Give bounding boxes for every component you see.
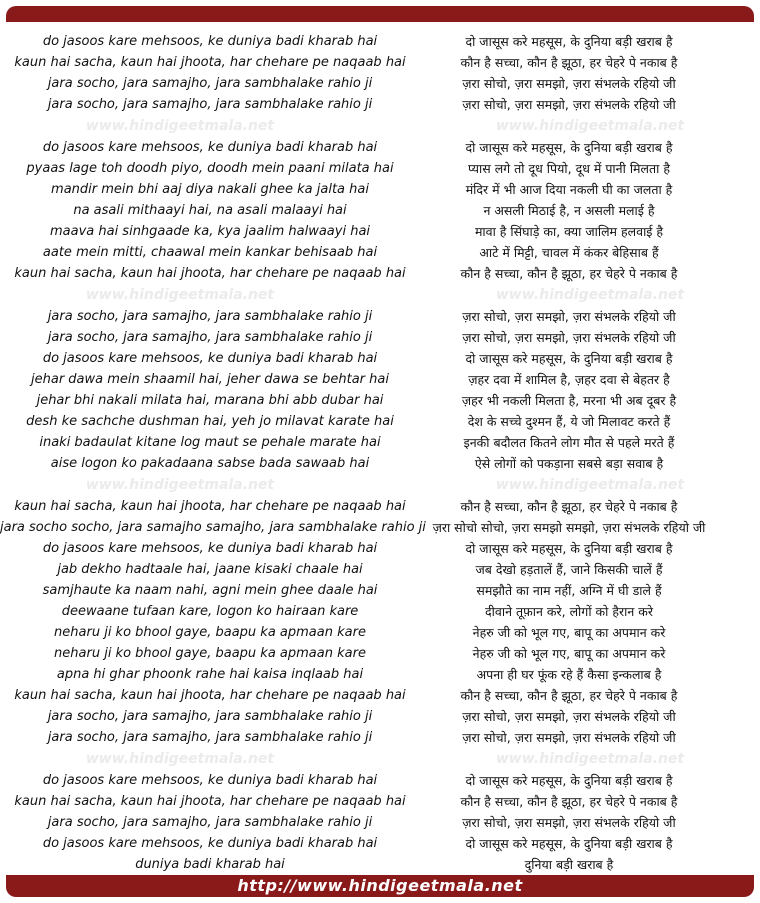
english-lyric-text: duniya badi kharab hai xyxy=(135,857,285,872)
lyric-line xyxy=(0,685,760,706)
english-lyric-text: kaun hai sacha, kaun hai jhoota, har chehare pe naqaab hai xyxy=(14,688,406,703)
english-lyric-text: do jasoos kare mehsoos, ke duniya badi kharab hai xyxy=(42,836,378,851)
lyric-line xyxy=(0,31,760,52)
lyric-line xyxy=(0,854,760,875)
watermark-row xyxy=(0,474,760,496)
english-lyric-text: do jasoos kare mehsoos, ke duniya badi kharab hai xyxy=(42,541,378,556)
hindi-lyric-text: मंदिर में भी आज दिया नकली घी का जलता है xyxy=(465,182,673,197)
lyrics-stanza xyxy=(0,31,760,137)
hindi-lyric-text: कौन है सच्चा, कौन है झूठा, हर चेहरे पे नकाब है xyxy=(460,266,678,281)
hindi-lyric-text: ऐसे लोगों को पकड़ाना सबसे बड़ा सवाब है xyxy=(474,456,664,471)
hindi-lyric-text: दो जासूस करे महसूस, के दुनिया बड़ी खराब है xyxy=(465,836,673,851)
hindi-lyric-text: ज़रा सोचो, ज़रा समझो, ज़रा संभलके रहियो जी xyxy=(462,76,676,91)
lyric-line xyxy=(0,73,760,94)
hindi-lyric-text: अपना ही घर फूंक रहे हैं कैसा इन्कलाब है xyxy=(476,667,662,682)
watermark-text: www.hindigeetmala.net xyxy=(85,287,275,303)
lyric-line xyxy=(0,496,760,517)
english-lyric-text: jab dekho hadtaale hai, jaane kisaki chaale hai xyxy=(57,562,363,577)
lyrics-stanza xyxy=(0,137,760,306)
lyric-line xyxy=(0,580,760,601)
english-lyric-text: aate mein mitti, chaawal mein kankar behisaab hai xyxy=(42,245,378,260)
watermark-row xyxy=(0,284,760,306)
hindi-lyric-text: ज़रा सोचो, ज़रा समझो, ज़रा संभलके रहियो जी xyxy=(462,709,676,724)
top-bar xyxy=(6,6,754,22)
english-lyric-text: do jasoos kare mehsoos, ke duniya badi kharab hai xyxy=(42,351,378,366)
lyrics-body xyxy=(0,31,760,875)
lyric-line xyxy=(0,432,760,453)
english-lyric-text: do jasoos kare mehsoos, ke duniya badi kharab hai xyxy=(42,140,378,155)
english-lyric-text: aise logon ko pakadaana sabse bada sawaab hai xyxy=(50,456,370,471)
english-lyric-text: neharu ji ko bhool gaye, baapu ka apmaan kare xyxy=(54,625,366,640)
hindi-lyric-text: प्यास लगे तो दूध पियो, दूध में पानी मिलता है xyxy=(468,161,670,176)
lyrics-stanza xyxy=(0,306,760,496)
lyric-line xyxy=(0,158,760,179)
english-lyric-text: jara socho, jara samajho, jara sambhalake rahio ji xyxy=(47,815,373,830)
lyric-line xyxy=(0,538,760,559)
hindi-lyric-text: दो जासूस करे महसूस, के दुनिया बड़ी खराब है xyxy=(465,34,673,49)
hindi-lyric-text: नेहरु जी को भूल गए, बापू का अपमान करे xyxy=(472,646,666,661)
lyric-line xyxy=(0,453,760,474)
hindi-lyric-text: कौन है सच्चा, कौन है झूठा, हर चेहरे पे नकाब है xyxy=(460,794,678,809)
lyric-line xyxy=(0,369,760,390)
hindi-lyric-text: इनकी बदौलत कितने लोग मौत से पहले मरते हैं xyxy=(463,435,675,450)
lyric-line xyxy=(0,327,760,348)
lyric-line xyxy=(0,306,760,327)
english-lyric-text: jara socho, jara samajho, jara sambhalake rahio ji xyxy=(47,76,373,91)
english-lyric-text: neharu ji ko bhool gaye, baapu ka apmaan kare xyxy=(54,646,366,661)
watermark-text: www.hindigeetmala.net xyxy=(85,477,275,493)
lyrics-stanza xyxy=(0,496,760,770)
english-lyric-text: jara socho, jara samajho, jara sambhalake rahio ji xyxy=(47,730,373,745)
watermark-text: www.hindigeetmala.net xyxy=(495,118,685,134)
hindi-lyric-text: दो जासूस करे महसूस, के दुनिया बड़ी खराब है xyxy=(465,541,673,556)
english-lyric-text: inaki badaulat kitane log maut se pehale marate hai xyxy=(39,435,381,450)
hindi-lyric-text: ज़रा सोचो, ज़रा समझो, ज़रा संभलके रहियो जी xyxy=(462,97,676,112)
english-lyric-text: do jasoos kare mehsoos, ke duniya badi kharab hai xyxy=(42,773,378,788)
hindi-lyric-text: दो जासूस करे महसूस, के दुनिया बड़ी खराब है xyxy=(465,351,673,366)
hindi-lyric-text: समझौते का नाम नहीं, अग्नि में घी डाले हैं xyxy=(476,583,662,598)
english-lyric-text: na asali mithaayi hai, na asali malaayi hai xyxy=(73,203,347,218)
lyric-line xyxy=(0,601,760,622)
hindi-lyric-text: देश के सच्चे दुश्मन हैं, ये जो मिलावट करते हैं xyxy=(467,414,671,429)
lyric-line xyxy=(0,791,760,812)
english-lyric-text: jara socho, jara samajho, jara sambhalake rahio ji xyxy=(47,309,373,324)
hindi-lyric-text: न असली मिठाई है, न असली मलाई है xyxy=(483,203,655,218)
lyric-line xyxy=(0,770,760,791)
hindi-lyric-text: ज़रा सोचो, ज़रा समझो, ज़रा संभलके रहियो जी xyxy=(462,815,676,830)
english-lyric-text: desh ke sachche dushman hai, yeh jo milavat karate hai xyxy=(26,414,394,429)
english-lyric-text: jara socho, jara samajho, jara sambhalake rahio ji xyxy=(47,709,373,724)
english-lyric-text: pyaas lage toh doodh piyo, doodh mein paani milata hai xyxy=(26,161,394,176)
lyric-line xyxy=(0,242,760,263)
lyric-line xyxy=(0,622,760,643)
english-lyric-text: kaun hai sacha, kaun hai jhoota, har chehare pe naqaab hai xyxy=(14,55,406,70)
lyric-line xyxy=(0,812,760,833)
english-lyric-text: kaun hai sacha, kaun hai jhoota, har chehare pe naqaab hai xyxy=(14,499,406,514)
footer-bar xyxy=(6,875,754,897)
lyric-line xyxy=(0,559,760,580)
lyric-line xyxy=(0,179,760,200)
hindi-lyric-text: दो जासूस करे महसूस, के दुनिया बड़ी खराब है xyxy=(465,773,673,788)
lyric-line xyxy=(0,200,760,221)
footer-url-link[interactable]: http://www.hindigeetmala.net xyxy=(237,876,523,895)
hindi-lyric-text: ज़रा सोचो सोचो, ज़रा समझो समझो, ज़रा संभलके रहियो जी xyxy=(432,520,706,535)
english-lyric-text: apna hi ghar phoonk rahe hai kaisa inqlaab hai xyxy=(56,667,364,682)
hindi-lyric-text: आटे में मिट्टी, चावल में कंकर बेहिसाब हैं xyxy=(479,245,659,260)
hindi-lyric-text: ज़रा सोचो, ज़रा समझो, ज़रा संभलके रहियो जी xyxy=(462,730,676,745)
lyric-line xyxy=(0,517,760,538)
lyric-line xyxy=(0,221,760,242)
watermark-text: www.hindigeetmala.net xyxy=(85,118,275,134)
lyric-line xyxy=(0,348,760,369)
hindi-lyric-text: जब देखो हड़तालें हैं, जाने किसकी चालें हैं xyxy=(475,562,663,577)
hindi-lyric-text: ज़हर भी नकली मिलता है, मरना भी अब दूबर है xyxy=(461,393,677,408)
english-lyric-text: do jasoos kare mehsoos, ke duniya badi kharab hai xyxy=(42,34,378,49)
english-lyric-text: kaun hai sacha, kaun hai jhoota, har chehare pe naqaab hai xyxy=(14,794,406,809)
hindi-lyric-text: ज़हर दवा में शामिल है, ज़हर दवा से बेहतर है xyxy=(468,372,670,387)
english-lyric-text: deewaane tufaan kare, logon ko hairaan kare xyxy=(61,604,359,619)
lyric-line xyxy=(0,833,760,854)
english-lyric-text: jara socho, jara samajho, jara sambhalake rahio ji xyxy=(47,97,373,112)
english-lyric-text: maava hai sinhgaade ka, kya jaalim halwaayi hai xyxy=(49,224,371,239)
hindi-lyric-text: दो जासूस करे महसूस, के दुनिया बड़ी खराब है xyxy=(465,140,673,155)
watermark-text: www.hindigeetmala.net xyxy=(85,751,275,767)
lyric-line xyxy=(0,94,760,115)
hindi-lyric-text: दीवाने तूफ़ान करे, लोगों को हैरान करे xyxy=(485,604,653,619)
lyric-line xyxy=(0,664,760,685)
hindi-lyric-text: दुनिया बड़ी खराब है xyxy=(524,857,614,872)
lyric-line xyxy=(0,137,760,158)
hindi-lyric-text: मावा है सिंघाड़े का, क्या जालिम हलवाई है xyxy=(474,224,664,239)
english-lyric-text: jara socho socho, jara samajho samajho, jara sambhalake rahio ji xyxy=(0,520,426,535)
english-lyric-text: jehar bhi nakali milata hai, marana bhi abb dubar hai xyxy=(36,393,384,408)
lyrics-stanza xyxy=(0,770,760,875)
lyric-line xyxy=(0,390,760,411)
lyric-line xyxy=(0,52,760,73)
hindi-lyric-text: ज़रा सोचो, ज़रा समझो, ज़रा संभलके रहियो जी xyxy=(462,330,676,345)
english-lyric-text: jara socho, jara samajho, jara sambhalake rahio ji xyxy=(47,330,373,345)
lyric-line xyxy=(0,727,760,748)
watermark-row xyxy=(0,115,760,137)
english-lyric-text: jehar dawa mein shaamil hai, jeher dawa se behtar hai xyxy=(31,372,389,387)
hindi-lyric-text: कौन है सच्चा, कौन है झूठा, हर चेहरे पे नकाब है xyxy=(460,499,678,514)
english-lyric-text: samjhaute ka naam nahi, agni mein ghee daale hai xyxy=(42,583,378,598)
lyric-line xyxy=(0,643,760,664)
hindi-lyric-text: कौन है सच्चा, कौन है झूठा, हर चेहरे पे नकाब है xyxy=(460,688,678,703)
lyric-line xyxy=(0,411,760,432)
watermark-text: www.hindigeetmala.net xyxy=(495,287,685,303)
lyric-line xyxy=(0,706,760,727)
watermark-row xyxy=(0,748,760,770)
watermark-text: www.hindigeetmala.net xyxy=(495,477,685,493)
hindi-lyric-text: कौन है सच्चा, कौन है झूठा, हर चेहरे पे नकाब है xyxy=(460,55,678,70)
watermark-text: www.hindigeetmala.net xyxy=(495,751,685,767)
english-lyric-text: mandir mein bhi aaj diya nakali ghee ka jalta hai xyxy=(51,182,369,197)
hindi-lyric-text: नेहरु जी को भूल गए, बापू का अपमान करे xyxy=(472,625,666,640)
lyric-line xyxy=(0,263,760,284)
hindi-lyric-text: ज़रा सोचो, ज़रा समझो, ज़रा संभलके रहियो जी xyxy=(462,309,676,324)
english-lyric-text: kaun hai sacha, kaun hai jhoota, har chehare pe naqaab hai xyxy=(14,266,406,281)
